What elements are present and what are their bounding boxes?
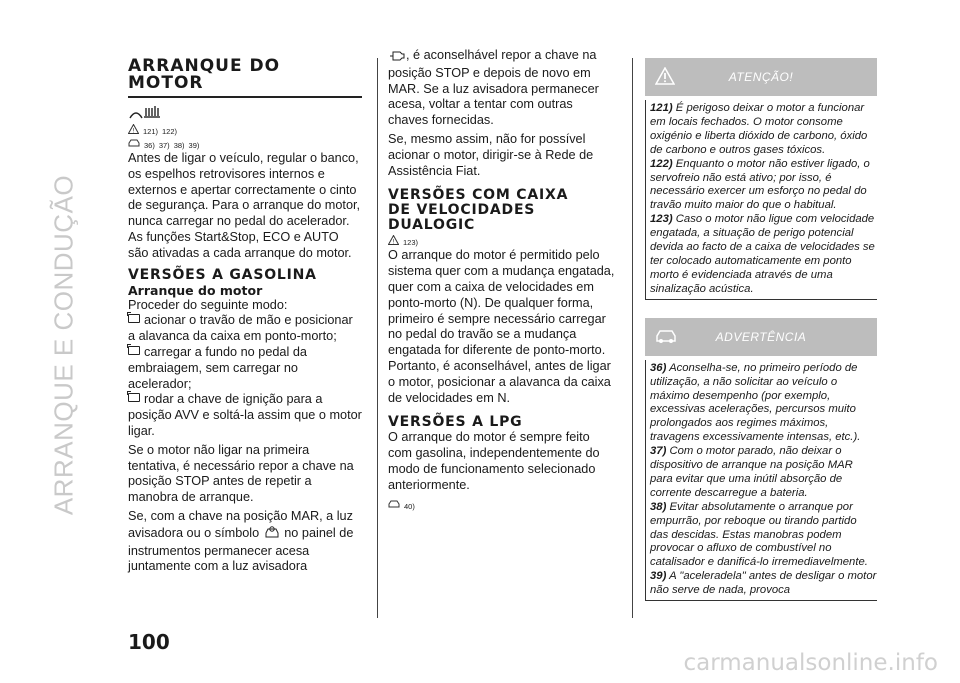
warning-item: 37) Com o motor parado, não deixar o dispositivo de arranque na posição MAR para evitar que uma inútil absorção de corrente descarregue a bateria.	[650, 445, 853, 499]
heading-lpg-versions: VERSÕES A LPG	[388, 414, 523, 431]
ref-123: 123)	[403, 238, 419, 248]
column-1	[128, 58, 362, 575]
column-2	[388, 48, 616, 512]
car-warning-icon	[655, 327, 677, 350]
ref-122: 122)	[162, 127, 178, 136]
warning-item: 36) Aconselha-se, no primeiro período de utilização, a não solicitar ao veículo o máximo desempenho (por exemplo, excessivas acelerações, percursos muito prolongados aos regimes máximos, travagens excessivamente intensas, etc.).	[650, 361, 861, 444]
warning-triangle-icon	[655, 67, 675, 90]
column-divider-right	[632, 58, 633, 618]
bullet-icon	[128, 346, 140, 355]
ref-38: 38)	[173, 141, 185, 150]
column-3	[645, 58, 877, 601]
watermark-text: carmanualsonline.info	[683, 650, 938, 676]
heading-petrol-versions: VERSÕES A GASOLINA	[128, 266, 317, 283]
bullet-item: carregar a fundo no pedal da embraiagem, sem carregar no acelerador;	[128, 344, 307, 391]
attention-title: ATENÇÃO!	[728, 70, 794, 84]
dualogic-paragraph: O arranque do motor é permitido pelo sistema quer com a mudança engatada, quer com a caixa de velocidades em ponto-morto (N). De qualquer forma, primeiro é sempre necessário carregar no pedal do travão se a mudança engatada for diferente de ponto-morto. Portanto, é aconselhável, antes de ligar o motor, posicionar a alavanca da caixa de velocidades em N.	[388, 248, 615, 405]
attention-box	[645, 100, 877, 300]
mar-paragraph: Se, com a chave na posição MAR, a luz avisadora ou o símbolo no painel de instrumentos permanecer acesa juntamente com a luz avisadora	[128, 508, 354, 574]
bullet-icon	[128, 393, 140, 402]
svg-text:!: !	[132, 127, 135, 134]
section-title-line1: ARRANQUE DO	[128, 56, 281, 76]
heading-dualogic-line3: DUALOGIC	[388, 217, 476, 234]
column-divider-left	[377, 58, 378, 618]
warning-triangle-icon	[128, 124, 139, 136]
bullet-item: rodar a chave de ignição para a posição AVV e soltá-la assim que o motor ligar.	[128, 392, 362, 438]
warning-box	[645, 360, 877, 601]
bullet-icon	[128, 314, 140, 323]
engine-warning-icon	[388, 48, 406, 66]
attention-item: 123) Caso o motor não ligue com velocidade engatada, a situação de perigo potencial devida ao facto de a caixa de velocidades se ter colocado automaticamente em ponto morto é evidenciada através de uma sinalização acústica.	[650, 213, 875, 295]
warning-item: 39) A "aceleradela" antes de desligar o motor não serve de nada, provoca	[650, 570, 877, 597]
car-warning-icon	[388, 499, 400, 511]
car-warning-icon	[128, 138, 140, 150]
heading-dualogic-line1: VERSÕES COM CAIXA	[388, 187, 569, 204]
heading-dualogic-line2: DE VELOCIDADES	[388, 202, 536, 219]
ref-37: 37)	[158, 141, 170, 150]
ref-40: 40)	[404, 501, 415, 511]
attention-banner	[645, 58, 877, 96]
warning-title: ADVERTÊNCIA	[715, 329, 807, 344]
subheading-engine-start: Arranque do motor	[128, 282, 263, 298]
warning-item: 38) Evitar absolutamente o arranque por empurrão, por reboque ou tirando partido das descidas. Estas manobras podem provocar o afluxo de combustível no catalisador e danificá-lo irremediavelmente.	[650, 500, 868, 569]
ref-36: 36)	[144, 141, 155, 150]
svg-text:!: !	[392, 238, 395, 246]
attention-item: 121) É perigoso deixar o motor a funcionar em locais fechados. O motor consome oxigénio e liberta dióxido de carbono, óxido de carbono e outros gases tóxicos.	[650, 102, 868, 156]
section-title-line2: MOTOR	[128, 73, 204, 93]
intro-paragraph: Antes de ligar o veículo, regular o banco, os espelhos retrovisores internos e externos e apertar correctamente o cinto de segurança. Para o arranque do motor, nunca carregar no pedal do acelerador. As funções Start&Stop, ECO e AUTO são ativadas a cada arranque do motor.	[128, 151, 361, 260]
spark-plug-icon	[128, 104, 362, 122]
references-a	[128, 123, 362, 136]
ref-39: 39)	[188, 141, 200, 150]
warning-banner	[645, 318, 877, 356]
page-number: 100	[128, 630, 170, 654]
procedure-intro: Proceder do seguinte modo:	[128, 297, 288, 312]
attention-item: 122) Enquanto o motor não estiver ligado, o servofreio não está ativo; por isso, é necessário exercer um esforço no pedal do travão muito maior do que o habitual.	[650, 157, 870, 212]
title-rule	[128, 96, 362, 98]
references-b	[128, 137, 362, 150]
ref-121: 121)	[143, 127, 159, 136]
chapter-side-title: ARRANQUE E CONDUÇÃO	[48, 174, 79, 516]
references-dualogic	[388, 234, 616, 247]
warning-triangle-icon	[388, 235, 399, 247]
references-lpg	[388, 498, 616, 511]
continuation-paragraph: , é aconselhável repor a chave na posição STOP e depois de novo em MAR. Se a luz avisadora permanecer acesa, voltar a tentar com outras chaves fornecidas.	[388, 48, 599, 128]
stop-paragraph: Se o motor não ligar na primeira tentativa, é necessário repor a chave na posição STOP antes de repetir a manobra de arranque.	[128, 442, 354, 505]
assistance-paragraph: Se, mesmo assim, não for possível acionar o motor, dirigir-se à Rede de Assistência Fiat.	[388, 131, 594, 178]
lpg-paragraph: O arranque do motor é sempre feito com gasolina, independentemente do modo de funcionamento selecionado anteriormente.	[388, 430, 600, 492]
bullet-item: acionar o travão de mão e posicionar a alavanca da caixa em ponto-morto;	[128, 313, 353, 344]
immobilizer-icon	[263, 525, 281, 544]
